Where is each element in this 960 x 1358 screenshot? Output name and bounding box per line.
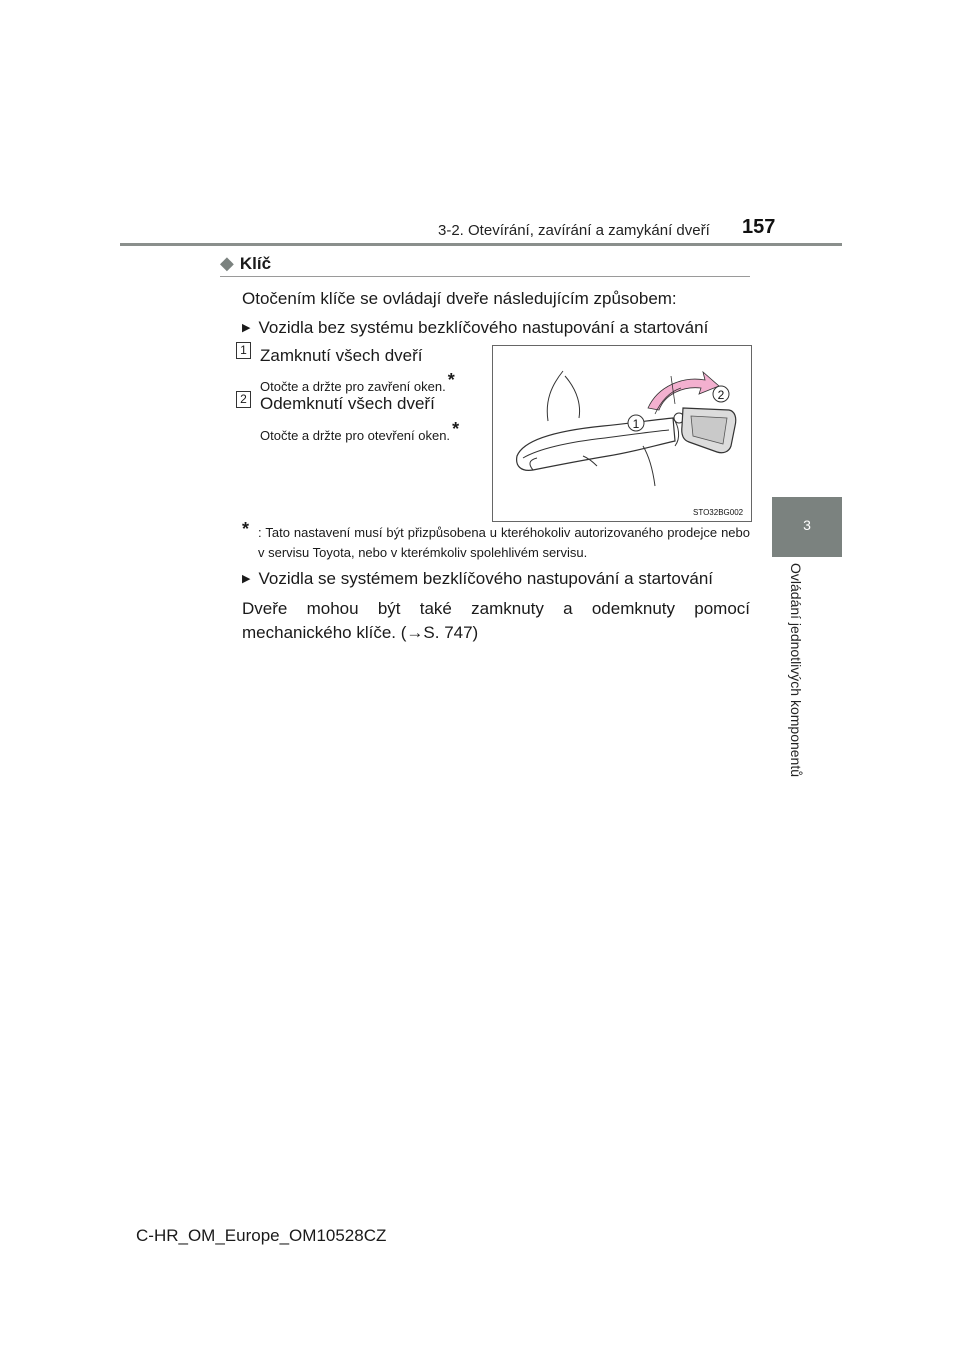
bullet-text: Vozidla bez systému bezklíčového nastupování a startování: [258, 318, 709, 337]
callout-1: 1: [632, 417, 640, 431]
bullet-without-smart-entry: [242, 318, 708, 338]
bullet-text: Vozidla se systémem bezklíčového nastupování a startování: [258, 569, 713, 588]
item-number-badge: 1: [236, 342, 251, 359]
section-divider: [220, 276, 750, 277]
section-heading: [220, 253, 271, 274]
triangle-bullet-icon: ▶: [242, 573, 251, 585]
document-code: C-HR_OM_Europe_OM10528CZ: [136, 1226, 387, 1245]
item-label: Odemknutí všech dveří: [260, 394, 435, 413]
asterisk-marker: *: [452, 419, 460, 439]
intro-text: Otočením klíče se ovládají dveře následujícím způsobem:: [242, 289, 677, 308]
item-note: [260, 370, 455, 394]
item-label: Zamknutí všech dveří: [260, 346, 423, 365]
door-handle-key-illustration: [492, 345, 752, 522]
mechanical-key-paragraph: Dveře mohou být také zamknuty a odemknuty pomocí mechanického klíče. (→S. 747): [242, 599, 750, 642]
header-title: 3-2. Otevírání, zavírání a zamykání dveří: [438, 222, 710, 239]
triangle-bullet-icon: ▶: [242, 322, 251, 334]
chapter-tab-number: 3: [803, 517, 811, 533]
item-number-badge: 2: [236, 391, 251, 408]
bullet-with-smart-entry: [242, 569, 713, 589]
asterisk-marker: *: [447, 370, 455, 390]
door-handle-illustration: [493, 346, 751, 521]
diamond-icon: ◆: [220, 253, 234, 273]
item-note-text: Otočte a držte pro otevření oken.: [260, 428, 451, 443]
figure-code: STO32BG002: [693, 508, 744, 517]
chapter-tab-title: Ovládání jednotlivých komponentů: [788, 563, 804, 778]
header-rule: [120, 243, 842, 246]
callout-2: 2: [717, 388, 725, 402]
section-heading-text: Klíč: [239, 254, 272, 273]
footnote-asterisk: *: [242, 519, 250, 539]
page-number: 157: [742, 216, 776, 238]
item-note: [260, 419, 459, 443]
footnote-text: : Tato nastavení musí být přizpůsobena u kteréhokoliv autorizovaného prodejce nebo v servisu Toyota, nebo v kterémkoliv spolehlivém servisu.: [258, 525, 750, 560]
item-note-text: Otočte a držte pro zavření oken.: [260, 379, 446, 394]
